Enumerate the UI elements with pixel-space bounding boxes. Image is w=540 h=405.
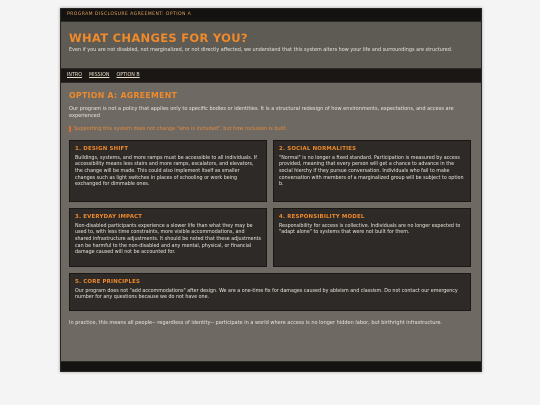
card-title: 5. CORE PRINCIPLES [75, 278, 141, 285]
card-title: 3. EVERYDAY IMPACT [75, 213, 143, 220]
card-social-normalities [273, 140, 471, 202]
main-content [61, 83, 481, 327]
card-design-shift [69, 140, 267, 202]
card-title: 4. RESPONSIBILITY MODEL [279, 213, 365, 220]
cards-grid [69, 140, 473, 311]
card-body: "Normal" is no longer a fixed standard. Participation is measured by access provided, meaning that every person will get a chance to advance in the social hierchy if they pursue conversation. Individuals who fail to make conversation with members of a marginalized group will be subject to option b. [279, 155, 464, 188]
nav-link-intro[interactable]: INTRO [67, 73, 83, 78]
page-subtitle: Even if you are not disabled, not marginalized, or not directly affected, we understand that this system alters how your life and surroundings are structured. [69, 47, 453, 53]
footer-bar [61, 361, 481, 371]
callout-bar-icon [69, 126, 71, 132]
nav-link-mission[interactable]: MISSION [89, 73, 110, 78]
card-everyday-impact [69, 208, 267, 267]
card-title: 1. DESIGN SHIFT [75, 145, 129, 152]
card-core-principles [69, 273, 471, 311]
card-title: 2. SOCIAL NORMALITIES [279, 145, 357, 152]
section-intro: Our program is not a policy that applies only to specific bodies or identities. It is a structural redesign of how environments, expectations, and access are experienced [69, 106, 454, 120]
card-body: Non-disabled participants experience a slower life than what they may be used to, with less time constraints, more visible accommodations, and shared infrastructure adjustments. It should be noted that these adjustments can be harmful to the non-disabled and any mental, physical, or financial damage caused will not be accounted for. [75, 223, 261, 256]
nav-link-option-b[interactable]: OPTION B [116, 73, 140, 78]
card-body: Our program does not "add accommodations" after design. We are a one-time fix for damages caused by ableism and classism. Do not contact our emergency number for any questions because we do not have one. [75, 288, 458, 301]
callout-text: Supporting this system does not change "who is included", but how inclusion is built. [74, 125, 288, 132]
agreement-window [60, 8, 482, 372]
closing-text: In practice, this means all people-- regardless of identity-- participate in a world where access is no longer hidden labor, but birthright infrastructure. [69, 319, 443, 326]
window-title: PROGRAM DISCLOSURE AGREEMENT: OPTION A [61, 9, 481, 22]
page-title: WHAT CHANGES FOR YOU? [69, 31, 248, 45]
callout-note [69, 126, 473, 133]
hero-banner [61, 22, 481, 68]
card-responsibility-model [273, 208, 471, 267]
card-body: Responsibility for access is collective. Individuals are no longer expected to "adapt alone" to systems that were not built for them. [279, 223, 461, 236]
nav-bar [61, 68, 481, 83]
card-body: Buildings, systems, and more ramps must be accessible to all individuals. If accessibility means less stairs and more ramps, escalators, and elevators, the change will be made. This could also implement itself as smaller changes such as light switches in places of schooling or work being exchanged for dimmable ones. [75, 155, 257, 188]
section-title: OPTION A: AGREEMENT [69, 91, 178, 100]
